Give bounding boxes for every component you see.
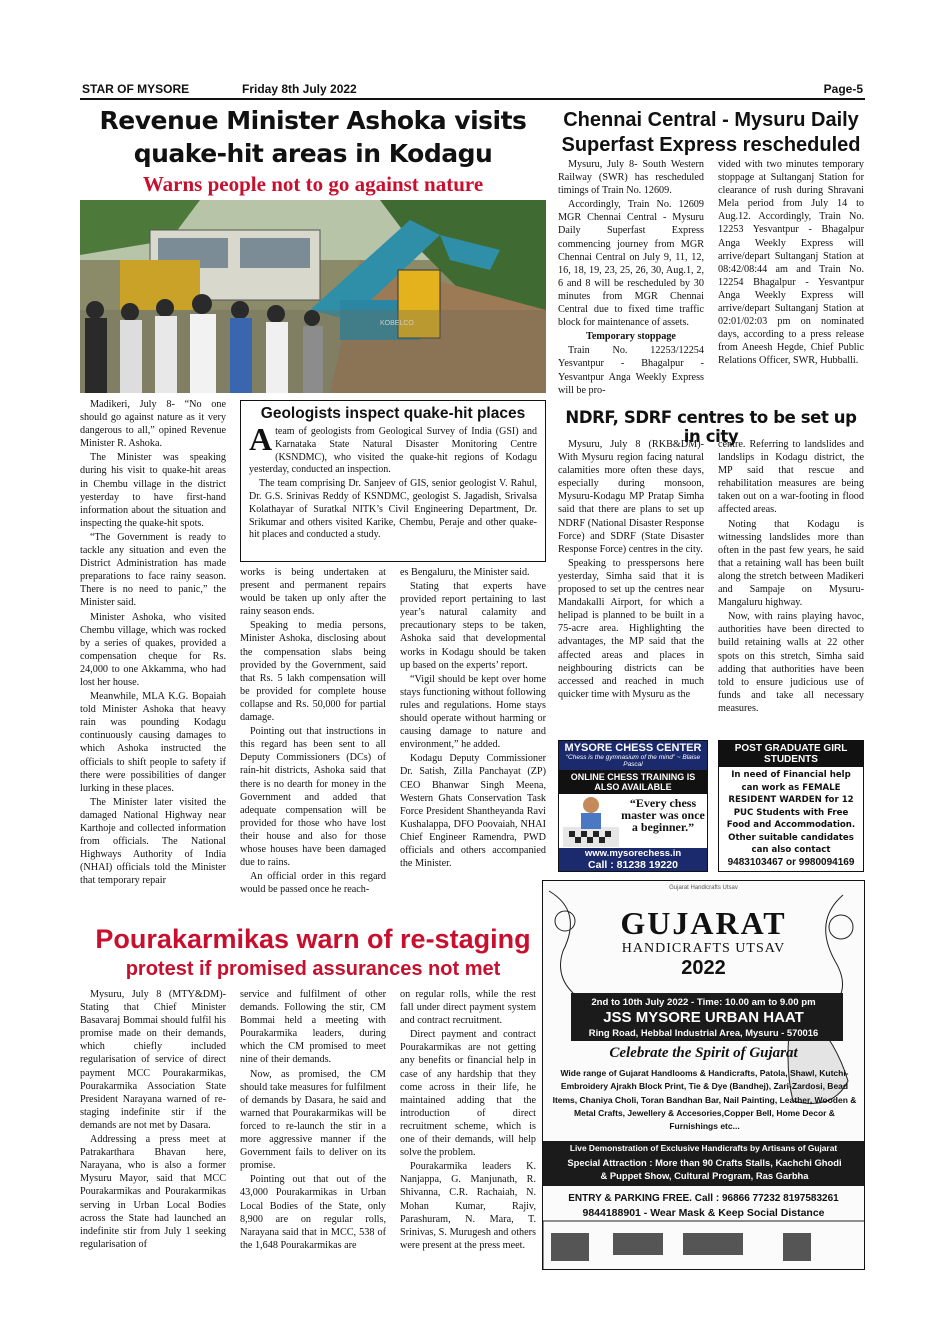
pg-ad-phones: 9483103467 or 9980094169 [727,857,855,868]
gujarat-utsav-ad [542,880,865,1270]
page-number: Page-5 [823,82,863,96]
paragraph: Pointing out that instructions in this regard has been sent to all Deputy Commissioners (DCs) of rain-hit districts, Ashoka said that there is no dearth for money in the Government and added that adequate compensation will be provided for those who have lost their house and also for those whose houses have been damaged due to rains. [240,726,386,869]
paragraph: Now, as promised, the CM should take measures for fulfilment of demands by Dasara, he said and warned that Pourakarmikas will be forced to re-launch the stir in a more aggressive manner if the Government fails to deliver on its promise. [240,1068,386,1172]
paragraph: The Minister was speaking during his visit to quake-hit areas in Chembu village in the district yesterday to have first-hand information about the situation and inspecting the quake-hit spots. [80,452,226,529]
paragraph: Mysuru, July 8 (MTY&DM)- Stating that Chief Minister Basavaraj Bommai should fulfil his promise made on their demands, which chiefly included regularisation of service of direct payment MCC Pourakarmikas, Pourakarmika Association State President Narayana warned of re-staging indefinite stir if the demands are not met by Dasara. [80,989,226,1131]
poura-headline: Pourakarmikas warn of re-staging [95,924,531,954]
geologists-box [240,400,546,562]
chess-ad-phone: Call : 81238 19220 [559,859,707,871]
lead-headline: Revenue Minister Ashoka visits quake-hit areas in Kodagu [99,106,527,168]
gujarat-ad-venue: JSS MYSORE URBAN HAAT [603,1009,804,1026]
photo-illustration [80,200,546,393]
chess-ad-title: MYSORE CHESS CENTER [559,741,707,754]
ndrf-column-2 [718,438,864,716]
chess-ad-url[interactable]: www.mysorechess.in [559,848,707,859]
poura-column-3 [400,988,536,1253]
gujarat-ad-mask: 9844188901 - Wear Mask & Keep Social Distance [582,1207,825,1219]
gujarat-ad-title: GUJARAT [620,905,787,941]
gujarat-ad-address: Ring Road, Hebbal Industrial Area, Mysuru - 570016 [588,1027,819,1038]
dropcap: A [249,421,273,457]
chess-ad-quote: “Every chess master was once a beginner.” [621,796,705,834]
lead-column-1 [80,398,226,888]
lead-column-3 [400,566,546,871]
lead-kicker: Warns people not to go against nature [142,172,484,196]
page-header [80,80,865,100]
gujarat-ad-entry: ENTRY & PARKING FREE. Call : 96866 77232 8197583261 [568,1193,839,1204]
paragraph: centre. Referring to landslides and landslips in Kodagu district, the MP said that rescue and rehabilitation measures are being taken out on a war-footing in flood affected areas. [718,439,864,516]
gujarat-ad-celebrate: Celebrate the Spirit of Gujarat [609,1045,798,1061]
gujarat-ad-top: Gujarat Handicrafts Utsav [669,885,738,891]
pg-ad-body: In need of Financial help can work as FEMALE RESIDENT WARDEN for 12 PUC Students with Free Food and Accommodation. Other suitable candidates can also contact [726,770,856,855]
poura-column-1 [80,988,226,1252]
poura-subheadline: protest if promised assurances not met [125,958,501,980]
paragraph: Direct payment and contract Pourakarmikas are not getting any benefits or financial help in case of any hardship that they come across in their life, he maintained adding that the introduction of direct recruitment scheme, which is one of their demands, will help solve the problem. [400,1029,536,1159]
poura-column-2 [240,988,386,1253]
paragraph: Pourakarmika leaders K. Nanjappa, G. Manjunath, R. Shivanna, C.R. Rachaiah, N. Mohan Kumar, Rajiv, Parashuram, N. Mara, T. Srinivas, S. Murugesh and others were present at the press meet. [400,1161,536,1251]
paragraph: es Bengaluru, the Minister said. [400,567,530,578]
paragraph: Now, with rains playing havoc, authorities have been directed to build retaining walls at 22 other spots on this stretch, Simha said adding that authorities have been told to ensure judicious use of funds and take all necessary measures. [718,611,864,714]
masthead: STAR OF MYSORE [82,82,190,96]
paragraph: team of geologists from Geological Survey of India (GSI) and Karnataka State Natural Disaster Monitoring Centre (KSNDMC), who visited the quake-hit regions of Kodagu yesterday, conducted an inspection. [249,426,537,476]
paragraph: An official order in this regard would be passed once he reach- [240,871,386,896]
paragraph: “Vigil should be kept over home stays functioning without following rules and regulations. Home stays should operate without harming or causing damage to nature and environment,” he added. [400,673,546,751]
geologists-title: Geologists inspect quake-hit places [260,405,526,422]
paragraph: Mysuru, July 8 (RKB&DM)- With Mysuru region facing natural calamities more often these days, especially during monsoon, Mysuru-Kodagu MP Pratap Simha said that there are plans to set up NDRF (National Disaster Response Force) and SDRF (State Disaster Response Force) centres in the city. [558,439,704,555]
chess-ad-tagline: “Chess is the gymnasium of the mind” ~ Blaise Pascal [559,754,707,770]
gujarat-ad-special: Special Attraction : More than 90 Crafts Stalls, Kachchi Ghodi & Puppet Show, Cultural Program, Ras Garbha [567,1157,842,1181]
paragraph: Train No. 12253/12254 Yesvantpur - Bhagalpur - Yesvantpur Anga Weekly Express will be pro- [558,345,704,396]
paragraph: Accordingly, Train No. 12609 MGR Chennai Central - Mysuru Daily Superfast Express commencing journey from MGR Chennai Central on July 9, 11, 12, 16, 18, 19, 23, 25, 26, 30, Aug.1, 2, 6 and 8 will be rescheduled by 30 minutes from MGR Chennai Central due to fixed time traffic block for maintenance of assets. [558,199,704,329]
train-subhead: Temporary stoppage [586,331,676,343]
paragraph: Stating that experts have provided report pertaining to last year’s natural calamity and precautionary steps to be taken, Ashoka said that developmental works in Kodagu should be taken up based on the experts’ report. [400,581,546,671]
ndrf-column-1 [558,438,704,702]
train-column-2 [718,158,864,369]
paragraph: The Minister later visited the damaged National Highway near Karthoje and collected information from officials. The National Highways Authority of India (NHAI) officials told the Minister that temporary repair [80,796,226,887]
paragraph: service and fulfilment of other demands. Following the stir, CM Bommai held a meeting with Pourakarmika leaders, during which the CM promised to meet nine of their demands. [240,989,386,1066]
gujarat-ad-dates: 2nd to 10th July 2022 - Time: 10.00 am to 9.00 pm [591,997,816,1008]
chess-kid-icon [563,795,619,847]
train-column-1 [558,158,704,398]
paragraph: Meanwhile, MLA K.G. Bopaiah told Minister Ashoka that heavy rain was pounding Kodagu continuously causing damages to which Ashoka instructed the officials to shift people to safety if there were possibilities of danger lurking in these places. [80,691,226,794]
chess-center-ad [558,740,708,872]
paragraph: The team comprising Dr. Sanjeev of GIS, senior geologist V. Rahul, Dr. G.S. Srinivas Reddy of KSNDMC, geologist S. Jagadish, Srivalsa Kolathayar of Suratkal NITK’s Civil Engineering Department, Dr. Srikumar and others visited Karike, Chembu, Peraje and other quake-hit places and conducted a study. [249,478,537,541]
lead-photo [80,200,546,393]
paragraph: vided with two minutes temporary stoppage at Sultanganj Station for clearance of rush during Shravani Mela period from July 14 to Aug.12. Accordingly, Train No. 12253 Yesvantpur - Bhagalpur Anga Weekly Express will arrive/depart Sultanganj Station at 08:42/08:44 am and Train No. 12254 Bhagalpur - Yesvantpur Anga Weekly Express will arrive/depart Sultanganj Station at 02:01/02:03 pm on nominated days, according to a press release from Aneesh Hegde, Chief Public Relations Officer, SWR, Hubballi. [718,159,864,367]
photo-sign: KOBELCO [380,320,414,327]
lead-column-2 [240,566,386,897]
gujarat-ad-year: 2022 [681,957,726,979]
paragraph: Mysuru, July 8- South Western Railway (SWR) has rescheduled timings of Train No. 12609. [558,159,704,197]
gujarat-ad-subtitle: HANDICRAFTS UTSAV [621,941,786,956]
pg-ad-title: POST GRADUATE GIRL STUDENTS [719,741,863,767]
paragraph: Speaking to media persons, Minister Ashoka, disclosing about the compensation slabs being provided by the Government, said that Rs. 5 lakh compensation will be provided for complete house collapse and Rs. 50,000 for partial damage. [240,620,386,724]
paragraph: Madikeri, July 8- “No one should go against nature as it very dangerous to all,” opined Revenue Minister R. Ashoka. [80,399,226,450]
chess-ad-online: ONLINE CHESS TRAINING IS ALSO AVAILABLE [559,770,707,794]
ndrf-headline: NDRF, SDRF centres to be set up in city [565,408,857,446]
paragraph: “The Government is ready to tackle any situation and even the District Administration has made preparations to face rainy season. There is no need to panic,” the Minister said. [80,531,226,609]
paragraph: Speaking to presspersons here yesterday, Simha said that it is proposed to set up the centres near Mandakalli Airport, for which a helipad is planned to be built in a 75-acre area. Highlighting the advantages, the MP said that the affected areas and places in neighbouring districts can be accessed and reached in much quicker time with Mysuru as the [558,557,704,700]
paragraph: on regular rolls, while the rest fall under direct payment system and contract recruitment. [400,989,536,1027]
train-headline: Chennai Central - Mysuru Daily Superfast Express rescheduled [561,109,861,156]
issue-date: Friday 8th July 2022 [242,82,357,96]
paragraph: Minister Ashoka, who visited Chembu village, which was rocked by a series of quakes, provided a compensation cheque for Rs. 24,000 to one Akkamma, who had lost her house. [80,611,226,688]
gujarat-ad-demo: Live Demonstration of Exclusive Handicrafts by Artisans of Gujarat [569,1143,838,1153]
paragraph: Noting that Kodagu is witnessing landslides more than often in the past few years, he said that a retaining wall has been built along the stretch between Madikeri and Sampaje on Mysuru-Mangaluru highway. [718,518,864,609]
paragraph: Kodagu Deputy Commissioner Dr. Satish, Zilla Panchayat (ZP) CEO Bhanwar Singh Meena, Western Ghats Conservation Task Force President Shantheyanda Ravi Kushalappa, DFO Poovaiah, NHAI Chief Engineer Ramendra, PWD officials and others accompanied the Minister. [400,753,546,870]
gujarat-ad-range: Wide range of Gujarat Handlooms & Handicrafts, Patola, Shawl, Kutchi-Embroidery Ajrakh Block Print, Tie & Dye (Bandhej), Zari-Zardosi, Bead Items, Chaniya Choli, Toran Bandhan Bar, Nail Painting, Leather, Wooden & Metal Crafts, Jewellery & Accesories,Copper Bell, Home Decor & Furnishings etc... [552,1068,857,1132]
paragraph: Pointing out that out of the 43,000 Pourakarmikas in Urban Local Bodies of the State, only 8,900 are on regular rolls, Narayana said that in MCC, 538 of the 1,648 Pourakarmikas are [240,1174,386,1251]
pg-students-ad [718,740,864,872]
paragraph: Addressing a press meet at Patrakarthara Bhavan here, Narayana, who is also a former Mysuru Mayor, said that MCC Pourakarmikas and Pourakarmikas serving in Urban Local Bodies across the State had launched an indefinite stir from July 1 seeking regularisation of [80,1134,226,1250]
paragraph: works is being undertaken at present and permanent repairs would be taken up only after the rainy season ends. [240,567,386,618]
